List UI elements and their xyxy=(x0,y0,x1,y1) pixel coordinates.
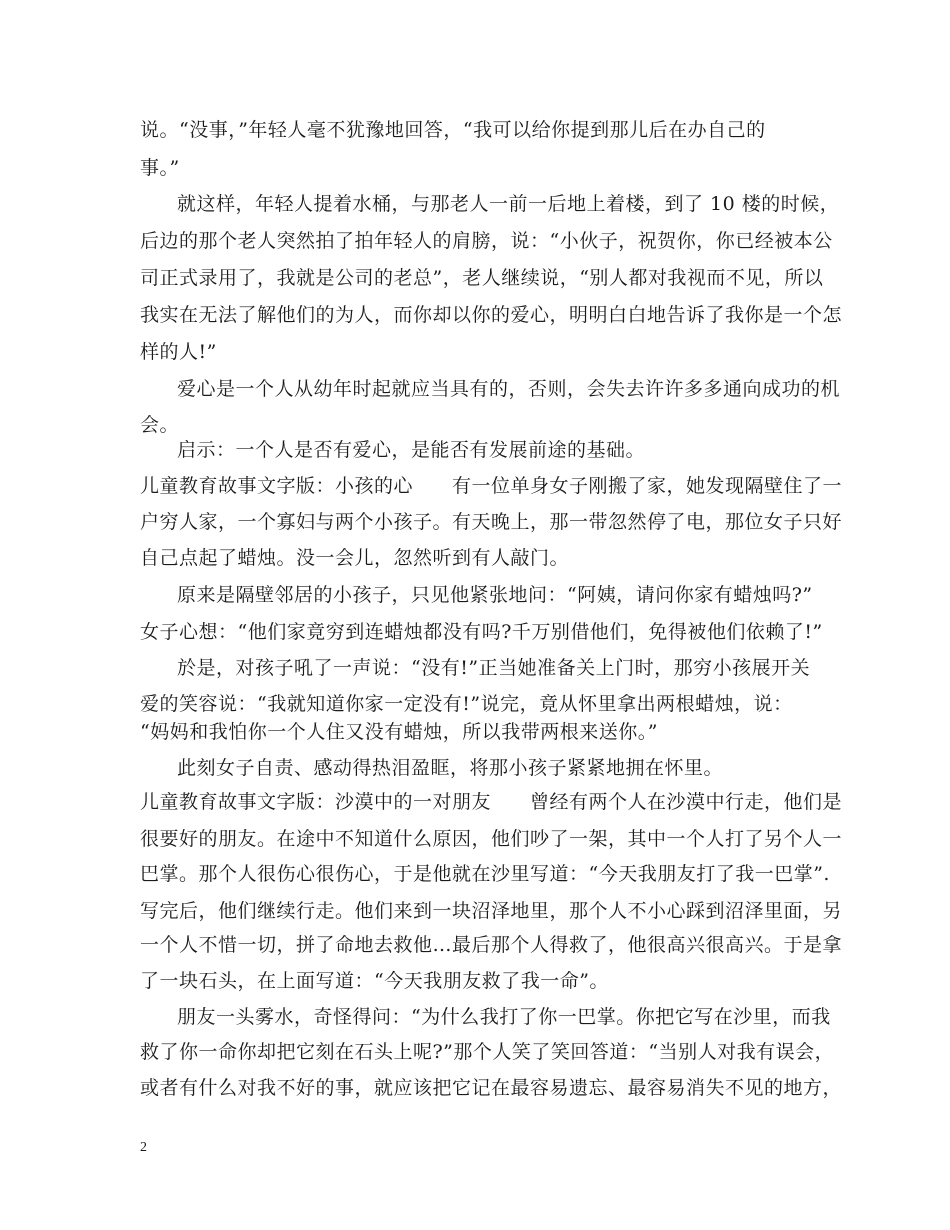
text-line: 说。“没事，”年轻人毫不犹豫地回答，“我可以给你提到那儿后在办自己的 xyxy=(140,119,766,141)
text-line: 后边的那个老人突然拍了拍年轻人的肩膀，说：“小伙子，祝贺你，你已经被本公 xyxy=(140,230,833,252)
text-line: 原来是隔壁邻居的小孩子，只见他紧张地问：“阿姨，请问你家有蜡烛吗?” xyxy=(177,584,813,606)
text-line: 救了你一命你却把它刻在石头上呢?”那个人笑了笑回答道：“当别人对我有误会， xyxy=(140,1041,835,1063)
text-line: 儿童教育故事文字版：小孩的心 有一位单身女子刚搬了家，她发现隔壁住了一 xyxy=(140,475,843,497)
text-line: 自己点起了蜡烛。没一会儿，忽然听到有人敲门。 xyxy=(140,547,570,569)
text-line: 儿童教育故事文字版：沙漠中的一对朋友 曾经有两个人在沙漠中行走，他们是 xyxy=(140,791,843,813)
text-line: “妈妈和我怕你一个人住又没有蜡烛，所以我带两根来送你。” xyxy=(140,721,658,743)
text-line: 或者有什么对我不好的事，就应该把它记在最容易遗忘、最容易消失不见的地方， xyxy=(140,1077,843,1099)
text-line: 就这样，年轻人提着水桶，与那老人一前一后地上着楼，到了 10 楼的时候， xyxy=(177,193,840,215)
text-line: 事。” xyxy=(140,157,180,179)
page-number: 2 xyxy=(140,1140,147,1155)
text-line: 样的人!” xyxy=(140,341,217,363)
text-line: 爱心是一个人从幼年时起就应当具有的，否则，会失去许许多多通向成功的机 xyxy=(177,378,841,400)
text-line: 写完后，他们继续行走。他们来到一块沼泽地里，那个人不小心踩到沼泽里面，另 xyxy=(140,900,843,922)
text-line: 了一块石头，在上面写道：“今天我朋友救了我一命”。 xyxy=(140,970,609,992)
text-line: 司正式录用了，我就是公司的老总”，老人继续说，“别人都对我视而不见，所以 xyxy=(140,267,824,289)
text-line: 会。 xyxy=(140,414,180,436)
text-line: 启示：一个人是否有爱心，是能否有发展前途的基础。 xyxy=(177,439,646,461)
text-line: 巴掌。那个人很伤心很伤心，于是他就在沙里写道：“今天我朋友打了我一巴掌”. xyxy=(140,863,830,885)
text-line: 女子心想：“他们家竟穷到连蜡烛都没有吗?千万别借他们，免得被他们依赖了!” xyxy=(140,621,823,643)
text-line: 我实在无法了解他们的为人，而你却以你的爱心，明明白白地告诉了我你是一个怎 xyxy=(140,304,843,326)
text-line: 很要好的朋友。在途中不知道什么原因，他们吵了一架，其中一个人打了另个人一 xyxy=(140,828,843,850)
text-line: 一个人不惜一切，拼了命地去救他…最后那个人得救了，他很高兴很高兴。于是拿 xyxy=(140,934,843,956)
text-line: 此刻女子自责、感动得热泪盈眶，将那小孩子紧紧地拥在怀里。 xyxy=(177,757,724,779)
text-line: 户穷人家，一个寡妇与两个小孩子。有天晚上，那一带忽然停了电，那位女子只好 xyxy=(140,511,843,533)
text-line: 朋友一头雾水，奇怪得问：“为什么我打了你一巴掌。你把它写在沙里，而我 xyxy=(177,1006,831,1028)
text-line: 於是，对孩子吼了一声说：“没有!”正当她准备关上门时，那穷小孩展开关 xyxy=(177,657,811,679)
text-line: 爱的笑容说：“我就知道你家一定没有!”说完，竟从怀里拿出两根蜡烛，说： xyxy=(140,693,793,715)
